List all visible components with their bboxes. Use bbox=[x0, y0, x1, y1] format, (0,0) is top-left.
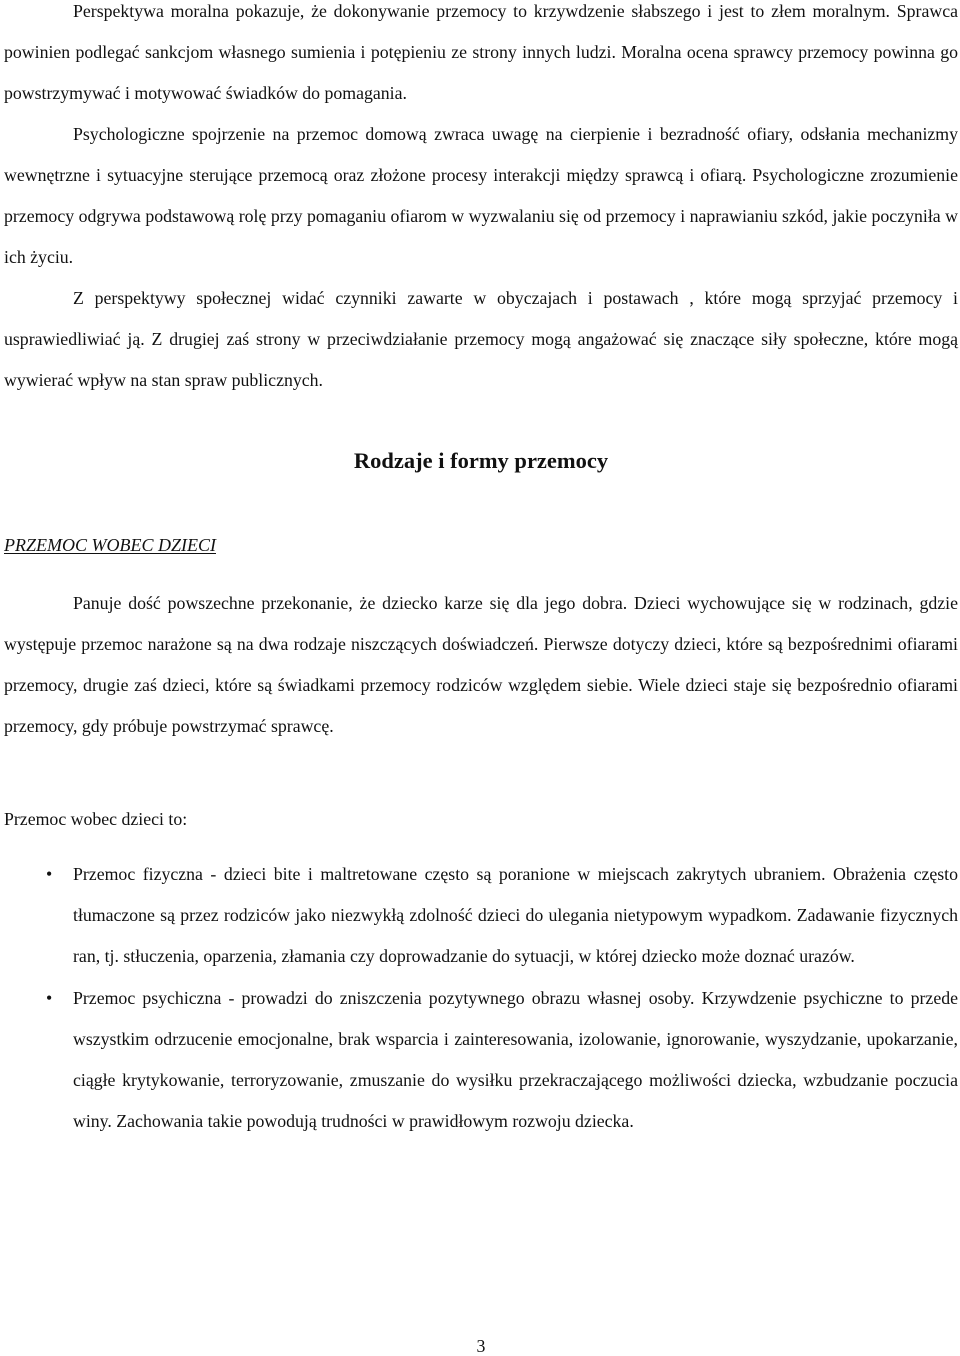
subsection-heading: PRZEMOC WOBEC DZIECI bbox=[4, 535, 216, 555]
paragraph-children-violence: Panuje dość powszechne przekonanie, że dziecko karze się dla jego dobra. Dzieci wychowujące się w rodzinach, gdzie występuje przemoc narażone są na dwa rodzaje niszczących doświadczeń. Pierwsze dotyczy dzieci, które są bezpośrednimi ofiarami przemocy, drugie zaś dzieci, które są świadkami przemocy rodziców względem siebie. Wiele dzieci staje się bezpośrednio ofiarami przemocy, gdy próbuje powstrzymać sprawcę. bbox=[4, 593, 958, 736]
list-item-physical-violence bbox=[4, 854, 958, 977]
list-item-psychological-violence bbox=[4, 978, 958, 1142]
section-heading: Rodzaje i formy przemocy bbox=[353, 448, 609, 473]
list-item-text: Przemoc psychiczna - prowadzi do zniszczenia pozytywnego obrazu własnej osoby. Krzywdzenie psychiczne to przede wszystkim odrzucenie emocjonalne, brak wsparcia i zainteresowania, izolowanie, ignorowanie, wyszydzanie, upokarzanie, ciągłe krytykowanie, terroryzowanie, zmuszanie do wysiłku przekraczającego możliwości dziecka, wzbudzanie poczucia winy. Zachowania takie powodują trudności w prawidłowym rozwoju dziecka. bbox=[73, 988, 958, 1131]
paragraph-social-perspective: Z perspektywy społecznej widać czynniki zawarte w obyczajach i postawach , które mogą sprzyjać przemocy i usprawiedliwiać ją. Z drugiej zaś strony w przeciwdziałanie przemocy mogą angażować się znaczące siły społeczne, które mogą wywierać wpływ na stan spraw publicznych. bbox=[4, 288, 958, 390]
document-page bbox=[4, 0, 958, 1356]
children-violence-section bbox=[4, 583, 958, 747]
list-item-text: Przemoc fizyczna - dzieci bite i maltretowane często są poranione w miejscach zakrytych ubraniem. Obrażenia często tłumaczone są przez rodziców jako niezwykłą zdolność dzieci do ulegania nietypowym wypadkom. Zadawanie fizycznych ran, tj. stłuczenia, oparzenia, złamania czy doprowadzanie do sytuacji, w której dziecko może doznać urazów. bbox=[73, 864, 958, 966]
list-intro: Przemoc wobec dzieci to: bbox=[4, 809, 188, 829]
paragraph-moral-perspective: Perspektywa moralna pokazuje, że dokonywanie przemocy to krzywdzenie słabszego i jest to złem moralnym. Sprawca powinien podlegać sankcjom własnego sumienia i potępieniu ze strony innych ludzi. Moralna ocena sprawcy przemocy powinna go powstrzymywać i motywować świadków do pomagania. bbox=[4, 1, 958, 103]
bullet-icon: • bbox=[46, 864, 53, 884]
violence-types-list bbox=[4, 854, 958, 1143]
page-number: 3 bbox=[476, 1336, 486, 1356]
bullet-icon: • bbox=[46, 988, 53, 1008]
paragraph-psychological-perspective: Psychologiczne spojrzenie na przemoc domową zwraca uwagę na cierpienie i bezradność ofiary, odsłania mechanizmy wewnętrzne i sytuacyjne sterujące przemocą oraz złożone procesy interakcji między sprawcą i ofiarą. Psychologiczne zrozumienie przemocy odgrywa podstawową rolę przy pomaganiu ofiarom w wyzwalaniu się od przemocy i naprawianiu szkód, jakie poczyniła w ich życiu. bbox=[4, 124, 958, 267]
